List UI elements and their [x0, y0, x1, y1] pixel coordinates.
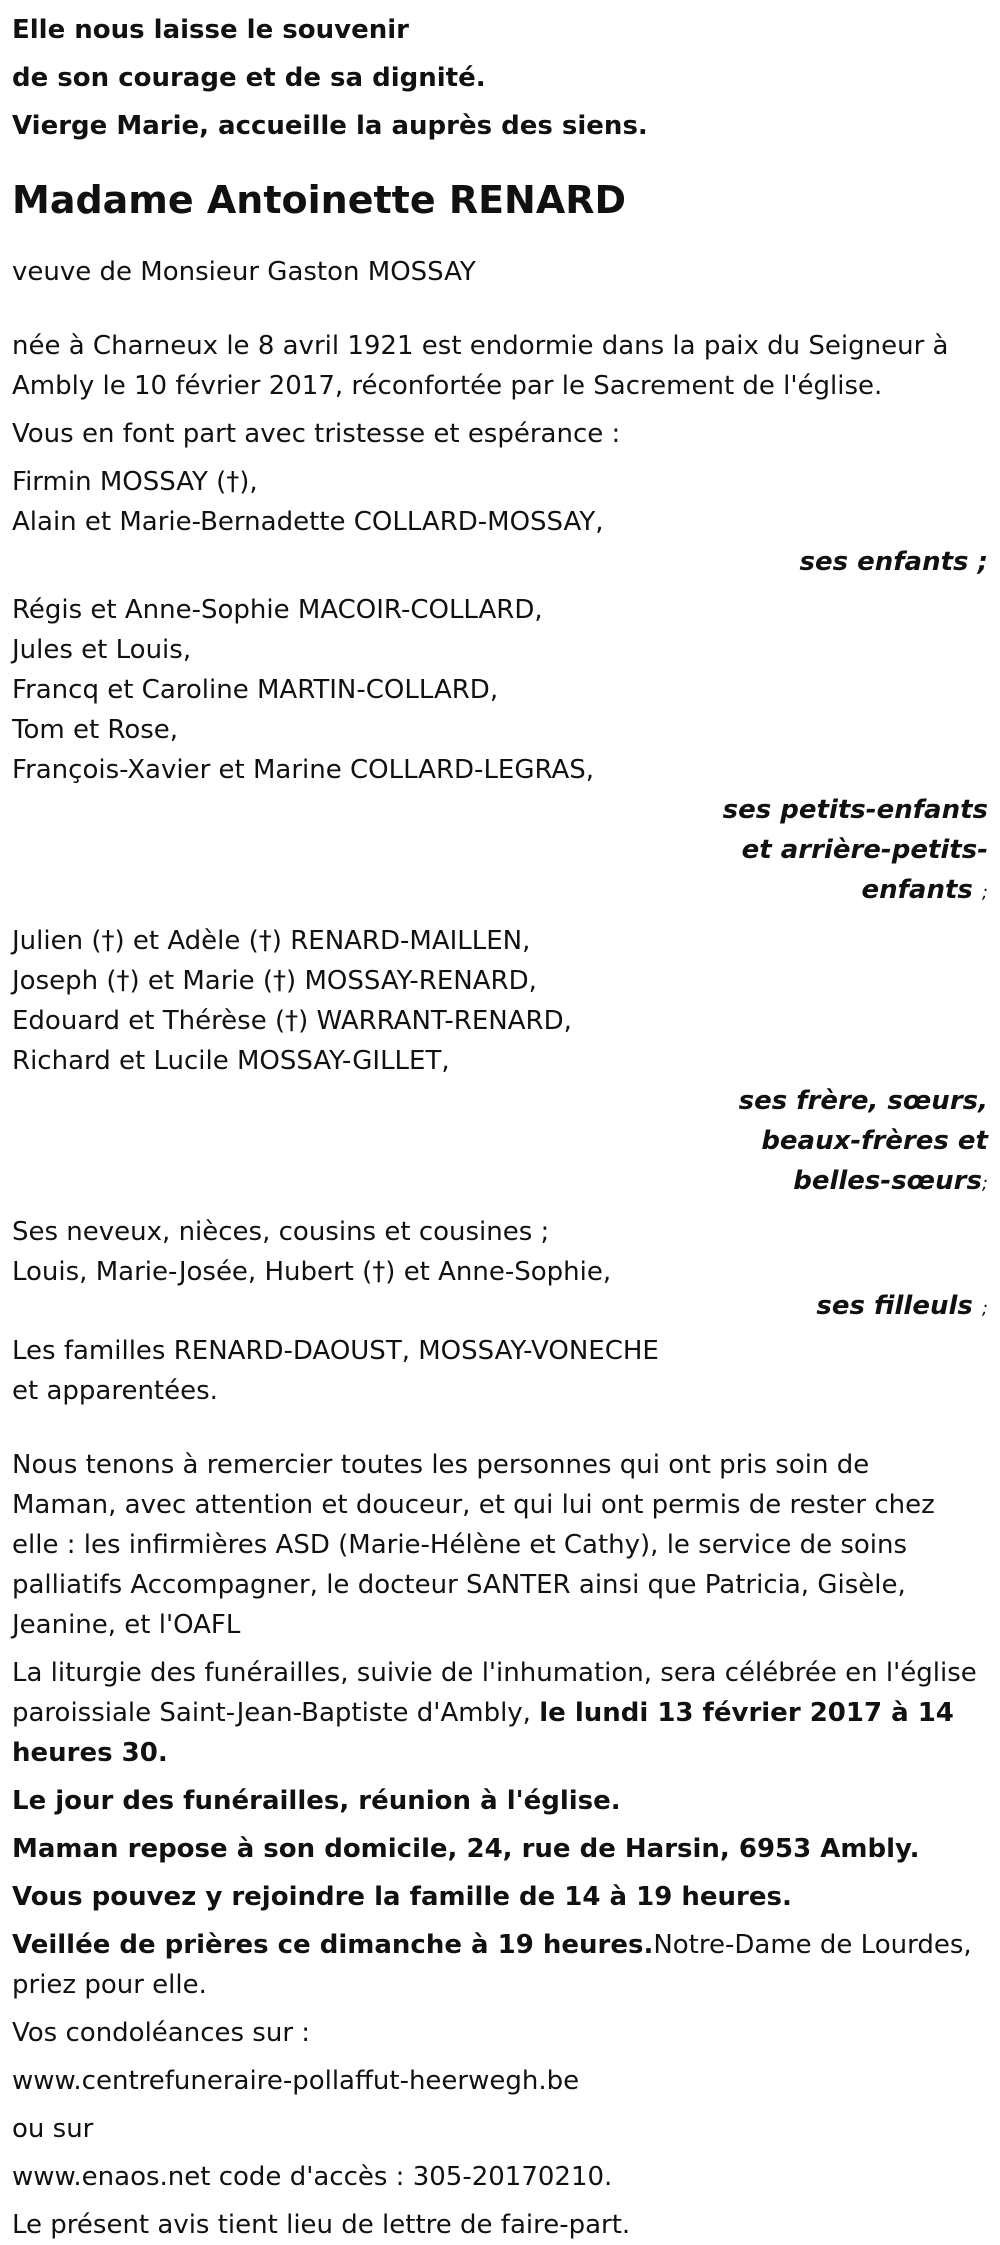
announce-line: Vous en font part avec tristesse et espérance : — [12, 419, 621, 449]
deceased-name-title: Madame Antoinette RENARD — [12, 178, 627, 222]
thanks-line: Maman, avec attention et douceur, et qui lui ont permis de rester chez — [12, 1490, 935, 1520]
vigil-paragraph — [12, 1925, 988, 2005]
relation-label — [12, 1292, 988, 1323]
relation-text: ses filleuls — [816, 1291, 973, 1321]
condolences-link-2[interactable]: www.enaos.net code d'accès : 305-20170210. — [12, 2162, 613, 2192]
family-name: Francq et Caroline MARTIN-COLLARD, — [12, 675, 499, 705]
birth-paragraph — [12, 326, 988, 406]
thanks-paragraph — [12, 1445, 988, 1645]
liturgy-line — [12, 1693, 988, 1733]
families-line: et apparentées. — [12, 1376, 218, 1406]
relation-label: beaux-frères et — [761, 1126, 988, 1156]
relation-label: ses petits-enfants — [722, 795, 988, 825]
relation-label — [12, 1161, 988, 1204]
liturgy-time: heures 30. — [12, 1738, 168, 1768]
meeting-line: Le jour des funérailles, réunion à l'église. — [12, 1786, 621, 1816]
relation-text: enfants — [861, 875, 973, 905]
relation-text: ses enfants — [799, 547, 969, 577]
family-name: François-Xavier et Marine COLLARD-LEGRAS, — [12, 755, 595, 785]
family-name: Edouard et Thérèse (†) WARRANT-RENARD, — [12, 1006, 572, 1036]
family-name: Richard et Lucile MOSSAY-GILLET, — [12, 1046, 450, 1076]
relation-separator: ; — [977, 547, 988, 577]
relation-label — [12, 870, 988, 913]
intro-line: de son courage et de sa dignité. — [12, 63, 486, 93]
families-line: Les familles RENARD-DAOUST, MOSSAY-VONECHE — [12, 1336, 659, 1366]
siblings-group — [12, 921, 988, 1204]
liturgy-paragraph — [12, 1653, 988, 1773]
family-name: Jules et Louis, — [12, 635, 192, 665]
family-name: Louis, Marie-Josée, Hubert (†) et Anne-Sophie, — [12, 1257, 612, 1287]
family-name: Régis et Anne-Sophie MACOIR-COLLARD, — [12, 595, 543, 625]
liturgy-line: La liturgie des funérailles, suivie de l'inhumation, sera célébrée en l'église — [12, 1658, 977, 1688]
condolences-link-1[interactable]: www.centrefuneraire-pollaffut-heerwegh.be — [12, 2066, 580, 2096]
condolences-label: Vos condoléances sur : — [12, 2018, 311, 2048]
family-name: Joseph (†) et Marie (†) MOSSAY-RENARD, — [12, 966, 537, 996]
closing-line: Le présent avis tient lieu de lettre de faire-part. — [12, 2210, 631, 2240]
vigil-prayer: Notre-Dame de Lourdes, — [653, 1930, 972, 1960]
grandchildren-group — [12, 590, 988, 913]
relation-separator: ; — [981, 882, 988, 903]
birth-line: Ambly le 10 février 2017, réconfortée par le Sacrement de l'église. — [12, 371, 883, 401]
join-line: Vous pouvez y rejoindre la famille de 14 à 19 heures. — [12, 1882, 792, 1912]
thanks-line: elle : les infirmières ASD (Marie-Hélène et Cathy), le service de soins — [12, 1530, 908, 1560]
intro-line: Elle nous laisse le souvenir — [12, 15, 409, 45]
liturgy-place: paroissiale Saint-Jean-Baptiste d'Ambly, — [12, 1698, 540, 1728]
relation-label: et arrière-petits- — [741, 835, 988, 865]
children-group — [12, 462, 988, 582]
vigil-line: priez pour elle. — [12, 1970, 207, 2000]
family-name: Julien (†) et Adèle (†) RENARD-MAILLEN, — [12, 926, 531, 956]
thanks-line: Nous tenons à remercier toutes les personnes qui ont pris soin de — [12, 1450, 870, 1480]
godchildren-group — [12, 1212, 988, 1323]
thanks-line: palliatifs Accompagner, le docteur SANTER ainsi que Patricia, Gisèle, — [12, 1570, 906, 1600]
family-name: Ses neveux, nièces, cousins et cousines ; — [12, 1217, 550, 1247]
family-name: Tom et Rose, — [12, 715, 179, 745]
relation-text: belles-sœurs — [793, 1166, 982, 1196]
relation-separator: ; — [981, 1173, 988, 1194]
or-label: ou sur — [12, 2114, 94, 2144]
family-name: Firmin MOSSAY (†), — [12, 467, 258, 497]
vigil-line — [12, 1925, 988, 1965]
intro-quote — [12, 0, 988, 150]
liturgy-date: le lundi 13 février 2017 à 14 — [539, 1698, 954, 1728]
birth-line: née à Charneux le 8 avril 1921 est endormie dans la paix du Seigneur à — [12, 331, 949, 361]
thanks-line: Jeanine, et l'OAFL — [12, 1610, 241, 1640]
families-paragraph — [12, 1331, 988, 1411]
intro-line: Vierge Marie, accueille la auprès des siens. — [12, 111, 648, 141]
family-name: Alain et Marie-Bernadette COLLARD-MOSSAY, — [12, 507, 604, 537]
widow-line: veuve de Monsieur Gaston MOSSAY — [12, 257, 476, 287]
relation-label: ses frère, sœurs, — [738, 1086, 988, 1116]
rest-line: Maman repose à son domicile, 24, rue de Harsin, 6953 Ambly. — [12, 1834, 920, 1864]
relation-separator: ; — [981, 1298, 988, 1319]
vigil-time: Veillée de prières ce dimanche à 19 heures. — [12, 1930, 654, 1960]
relation-label — [12, 542, 988, 582]
